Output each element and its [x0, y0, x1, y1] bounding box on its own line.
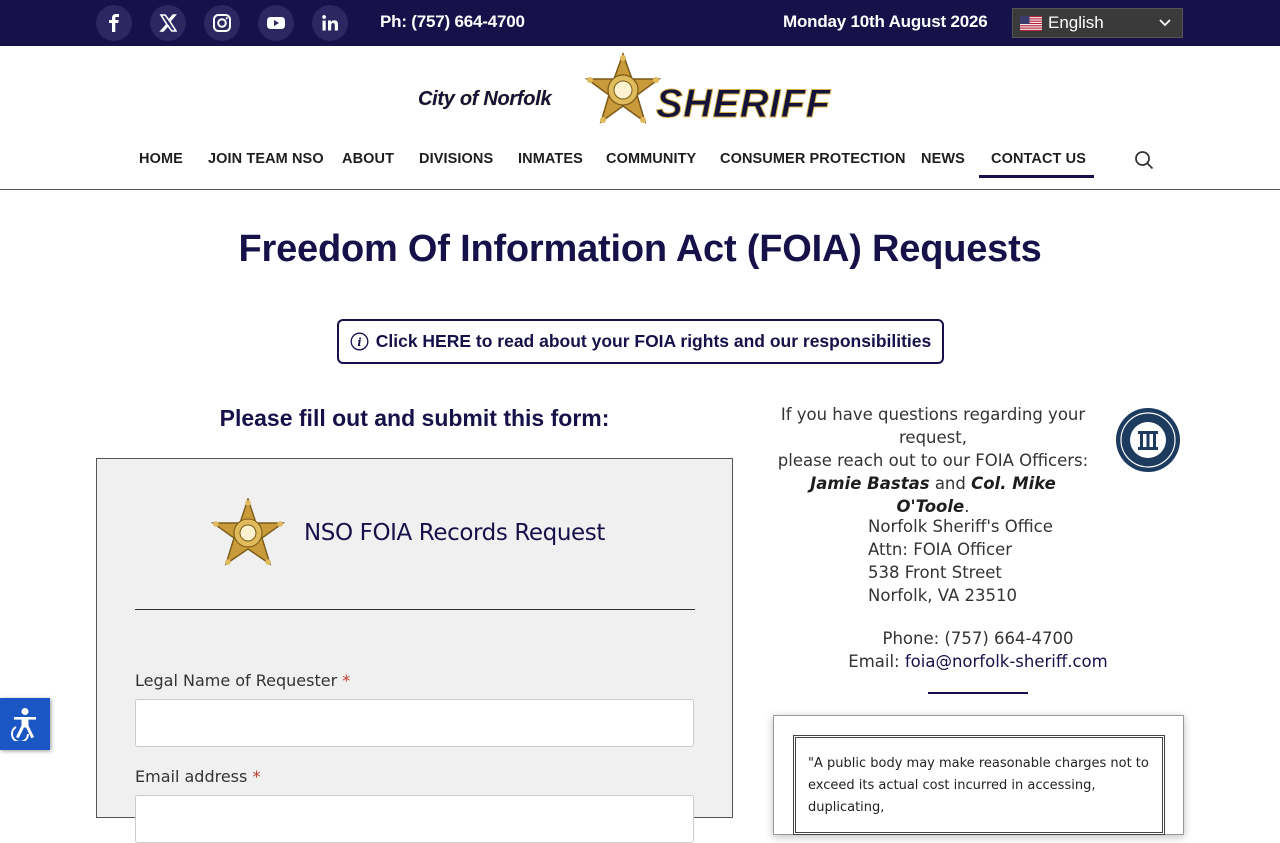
nav-active-indicator — [979, 175, 1094, 178]
youtube-icon[interactable] — [258, 5, 294, 41]
logo-city-text: City of Norfolk — [418, 88, 552, 110]
email-label-text: Email address — [135, 767, 248, 786]
foia-request-form — [96, 458, 733, 818]
nav-divisions[interactable]: DIVISIONS — [419, 151, 494, 167]
foia-seal-icon — [1115, 407, 1181, 473]
address-line: 538 Front Street — [868, 563, 1002, 582]
instagram-icon[interactable] — [204, 5, 240, 41]
officer-name: Jamie Bastas — [810, 474, 930, 493]
sheriff-star-icon — [584, 52, 662, 128]
legal-name-label — [135, 671, 350, 690]
header-phone[interactable]: Ph: (757) 664-4700 — [380, 12, 525, 31]
x-twitter-icon[interactable] — [150, 5, 186, 41]
address-line: Attn: FOIA Officer — [868, 540, 1013, 559]
address-line: Norfolk, VA 23510 — [868, 586, 1018, 605]
nav-contact-us[interactable]: CONTACT US — [991, 151, 1086, 167]
contact-officers — [773, 472, 1093, 518]
top-bar — [0, 0, 1280, 46]
page-title: Freedom Of Information Act (FOIA) Requests — [238, 228, 1042, 270]
nav-community[interactable]: COMMUNITY — [606, 151, 697, 167]
facebook-icon[interactable] — [96, 5, 132, 41]
contact-email-row — [773, 650, 1183, 673]
info-icon — [350, 332, 369, 351]
email-label — [135, 767, 260, 786]
email-input[interactable] — [135, 795, 694, 843]
accessibility-icon — [10, 707, 40, 741]
form-prompt: Please fill out and submit this form: — [219, 405, 610, 431]
required-mark: * — [342, 671, 351, 690]
foia-quote: "A public body may make reasonable charges not to exceed its actual cost incurred in accessing, duplicating, — [793, 735, 1165, 835]
required-mark: * — [252, 767, 261, 786]
current-date: Monday 10th August 2026 — [783, 12, 988, 31]
mailing-address — [868, 515, 1053, 607]
sheriff-badge-icon — [211, 498, 285, 568]
address-line: Norfolk Sheriff's Office — [868, 517, 1053, 536]
officer-name: Col. Mike O'Toole — [896, 474, 1056, 516]
main-nav — [0, 140, 1280, 190]
foia-rights-label: Click HERE to read about your FOIA rights and our responsibilities — [375, 331, 932, 351]
legal-name-input[interactable] — [135, 699, 694, 747]
nav-inmates[interactable]: INMATES — [518, 151, 583, 167]
contact-officers-intro: please reach out to our FOIA Officers: — [777, 451, 1089, 470]
officer-and: and — [934, 474, 966, 493]
language-selector[interactable] — [1012, 8, 1183, 38]
foia-quote-card — [773, 715, 1184, 835]
foia-rights-button[interactable] — [337, 319, 944, 364]
header-divider — [0, 189, 1280, 190]
contact-intro: If you have questions regarding your request, — [780, 405, 1086, 447]
foia-contact-info — [773, 403, 1093, 518]
email-prefix: Email: — [848, 652, 900, 671]
form-title: NSO FOIA Records Request — [304, 520, 605, 546]
language-label: English — [1048, 13, 1104, 32]
legal-name-label-text: Legal Name of Requester — [135, 671, 338, 690]
contact-phone-email — [773, 627, 1183, 673]
site-logo[interactable] — [418, 52, 862, 128]
accessibility-button[interactable] — [0, 698, 50, 750]
svg-text:i: i — [357, 336, 362, 349]
us-flag-icon — [1020, 16, 1042, 31]
search-icon[interactable] — [1133, 149, 1155, 171]
contact-phone[interactable]: Phone: (757) 664-4700 — [882, 629, 1074, 648]
chevron-down-icon — [1158, 15, 1172, 29]
nav-home[interactable]: HOME — [139, 151, 183, 167]
email-link[interactable]: foia@norfolk-sheriff.com — [904, 652, 1108, 671]
nav-news[interactable]: NEWS — [921, 151, 965, 167]
form-divider — [135, 609, 695, 610]
nav-consumer-protection[interactable]: CONSUMER PROTECTION — [720, 151, 906, 167]
nav-join-team-nso[interactable]: JOIN TEAM NSO — [208, 151, 324, 167]
section-rule — [928, 692, 1028, 694]
logo-sheriff-text: SHERIFF — [656, 82, 831, 126]
officer-period: . — [964, 497, 970, 516]
nav-about[interactable]: ABOUT — [342, 151, 395, 167]
linkedin-icon[interactable] — [312, 5, 348, 41]
